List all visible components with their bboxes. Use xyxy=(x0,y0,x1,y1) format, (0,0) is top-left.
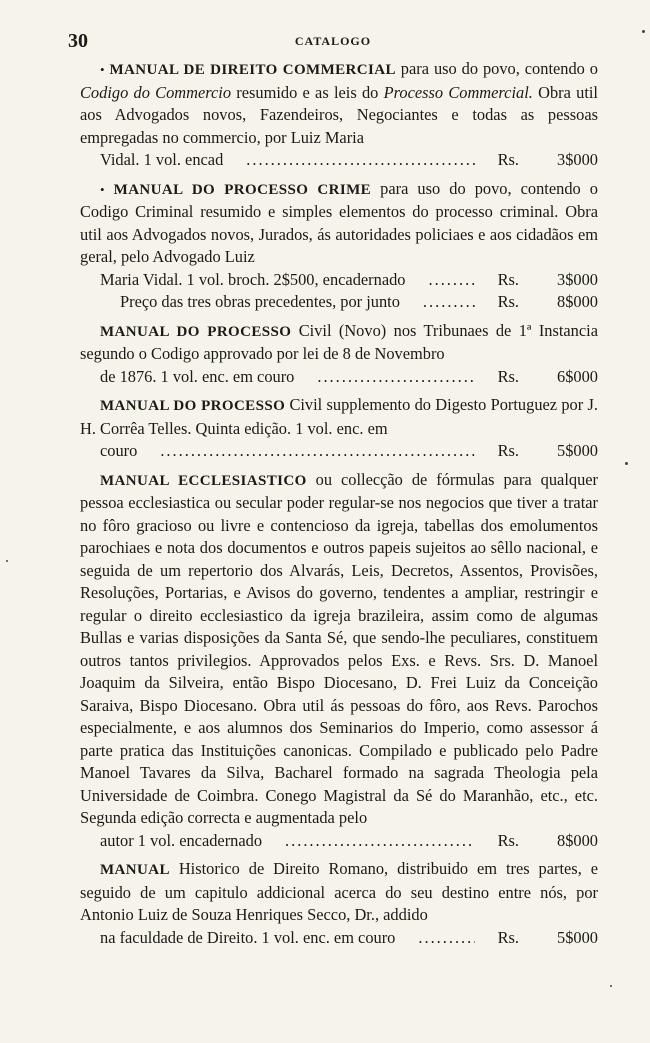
entry-price-line xyxy=(80,830,598,853)
entry-text: para uso do povo, contendo o xyxy=(395,59,598,78)
entry-text: ou collecção de fórmulas para qualquer pessoa ecclesiastica ou secular poder regular-se nos negocios que tiver a tratar no fôro gracioso ou livre e contencioso da igreja, tabellas dos emolumentos parochiaes e nota dos documentos e outros papeis sujeitos ao sêllo nacional, e seguida de um repertorio dos Alvarás, Leis, Decretos, Assentos, Provisões, Resoluções, Portarias, e Avisos do governo, tendentes a ampliar, restringir e regular o direito ecclesiastico da igreja brazileira, assim como de algumas Bullas e varias disposições da Santa Sé, que sendo-lhe peculiares, constituem outros tantos privilegios. Approvados pelos Exs. e Revs. Srs. D. Manoel Joaquim da Silveira, então Bispo Diocesano, D. Frei Luiz da Conceição Saraiva, Bispo Diocesano. Obra util ás pessoas do fôro, aos Revs. Parochos especialmente, e aos alumnos dos Seminarios do Imperio, como assessor á parte pratica das Instituições canonicas. Compilado e publicado pelo Padre Manoel Tavares da Silva, Bacharel formado na sagrada Theologia pela Universidade de Coimbra. Conego Magistral da Sé do Maranhão, etc., etc. Segunda edição correcta e augmentada pelo xyxy=(80,469,598,827)
entry-last-line: couro xyxy=(100,441,138,460)
currency-label: Rs. xyxy=(497,441,520,460)
running-title: CATALOGO xyxy=(294,34,372,48)
entry-text: Civil (Novo) nos Tribunaes de 1ª Instancia segundo o Codigo approvado por lei de 8 de Novembro xyxy=(80,320,598,363)
scan-speck xyxy=(625,462,628,465)
catalog-entry xyxy=(80,320,598,389)
entry-title: MANUAL xyxy=(100,862,170,878)
bullet-mark: • xyxy=(100,62,105,77)
currency-label: Rs. xyxy=(497,366,520,386)
dot-leader xyxy=(403,291,475,314)
currency-label: Rs. xyxy=(497,150,520,169)
entry-text: Historico de Direito Romano, distribuido em tres partes, e seguido de um capitulo addicional acerca do seu destino entre nós, por Antonio Luiz de Souza Henriques Secco, Dr., addido xyxy=(80,859,598,924)
entry-italic-text: Processo Commercial. xyxy=(383,82,533,102)
currency-label: Rs. xyxy=(497,292,520,311)
dot-leader xyxy=(226,149,474,172)
entry-last-line: na faculdade de Direito. 1 vol. enc. em couro xyxy=(100,927,396,947)
entry-title: MANUAL DO PROCESSO xyxy=(100,398,286,414)
combined-price: 8$000 xyxy=(557,292,598,311)
currency-label: Rs. xyxy=(497,269,520,289)
catalog-entry xyxy=(80,858,598,949)
catalog-entry xyxy=(80,469,598,853)
scan-speck xyxy=(610,985,612,987)
entry-price-line xyxy=(80,149,598,172)
entry-last-line: Vidal. 1 vol. encad xyxy=(100,150,224,169)
dot-leader xyxy=(140,440,474,463)
entry-text: Obra util aos Advogados novos, Fazendeiros, Negociantes e todas as pessoas empregadas no commercio, por Luiz Maria xyxy=(80,82,598,147)
entry-title: MANUAL DE DIREITO COMMERCIAL xyxy=(109,62,396,78)
entry-price: 8$000 xyxy=(557,830,598,850)
entry-price-line xyxy=(80,927,598,950)
entry-last-line: de 1876. 1 vol. enc. em couro xyxy=(100,366,295,386)
scan-speck xyxy=(642,30,645,33)
catalog-body xyxy=(80,58,598,955)
page-header xyxy=(68,30,598,52)
entry-last-line: Maria Vidal. 1 vol. broch. 2$500, encadernado xyxy=(100,269,406,289)
entry-last-line: autor 1 vol. encadernado xyxy=(100,830,263,850)
entry-price: 6$000 xyxy=(557,366,598,386)
entry-title: MANUAL DO PROCESSO CRIME xyxy=(113,181,372,198)
dot-leader xyxy=(398,927,474,950)
entry-price-line xyxy=(80,269,598,292)
entry-title: MANUAL DO PROCESSO xyxy=(100,323,292,340)
entry-price-line xyxy=(80,440,598,463)
dot-leader xyxy=(297,366,474,389)
entry-title: MANUAL ECCLESIASTICO xyxy=(100,472,307,489)
entry-price: 3$000 xyxy=(557,150,598,169)
combined-price-text: Preço das tres obras precedentes, por junto xyxy=(120,292,400,311)
entry-price-line xyxy=(80,366,598,389)
catalog-entry xyxy=(80,394,598,463)
entry-text: para uso do povo, contendo o Codigo Criminal resumido e simples elementos do processo criminal. Obra util aos Advogados novos, Jurados, ás autoridades policiaes e aos cidadãos em geral, pelo Advogado Luiz xyxy=(80,178,598,266)
entry-text: resumido e as leis do xyxy=(231,82,384,102)
entry-price: 5$000 xyxy=(557,927,598,947)
catalog-entry xyxy=(80,58,598,172)
scan-speck xyxy=(6,560,8,562)
entry-italic-text: Codigo do Commercio xyxy=(80,82,232,102)
entry-text: Civil supplemento do Digesto Portuguez por J. H. Corrêa Telles. Quinta edição. 1 vol. enc. em xyxy=(80,395,598,438)
entry-price: 5$000 xyxy=(557,441,598,460)
page-number: 30 xyxy=(68,30,88,52)
dot-leader xyxy=(409,269,475,292)
bullet-mark: • xyxy=(100,181,105,197)
dot-leader xyxy=(265,830,475,853)
combined-price-line xyxy=(80,291,598,314)
currency-label: Rs. xyxy=(497,927,520,947)
catalog-entry xyxy=(80,178,598,314)
entry-price: 3$000 xyxy=(557,269,598,289)
currency-label: Rs. xyxy=(497,830,520,850)
